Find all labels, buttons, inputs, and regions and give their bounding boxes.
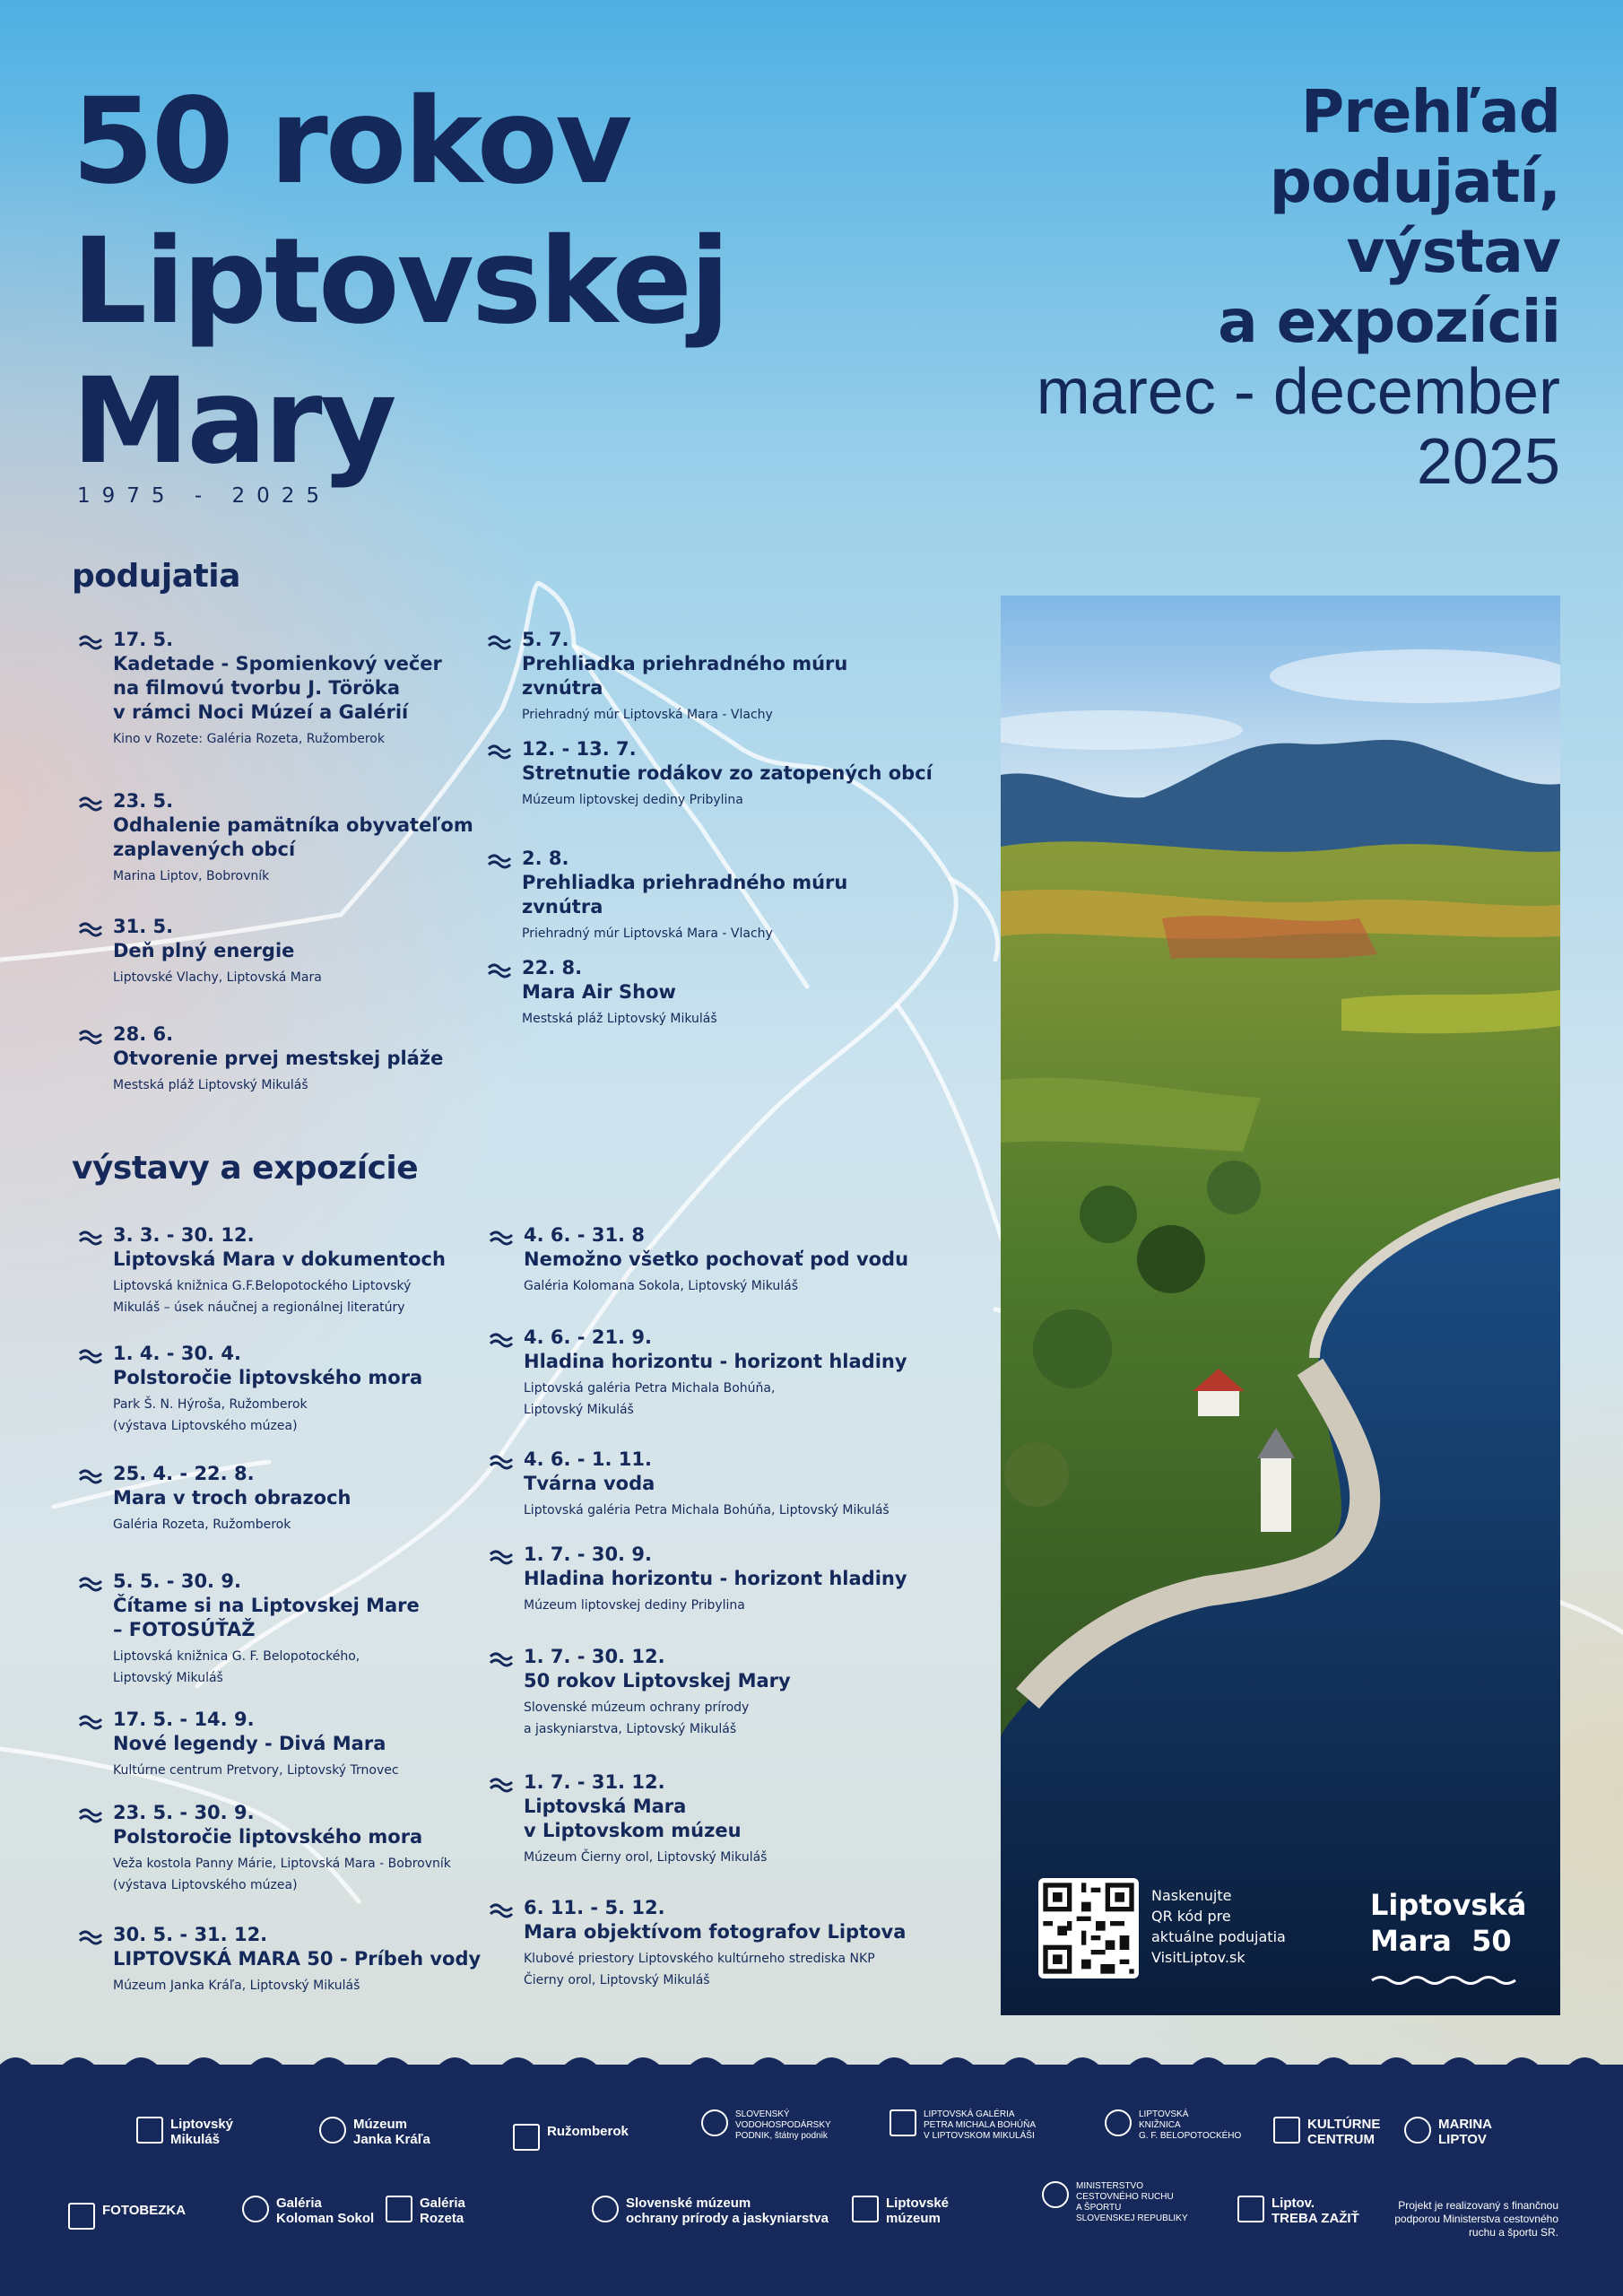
partner-name-line: V LIPTOVSKOM MIKULÁŠI — [924, 2131, 1035, 2141]
event-title: Prehliadka priehradného múru zvnútra — [522, 653, 848, 699]
event-venue — [113, 1760, 525, 1781]
partner-name — [276, 2196, 374, 2226]
event-title: Otvorenie prvej mestskej pláže — [113, 1048, 444, 1069]
partner-emblem-icon — [592, 2196, 619, 2222]
event-date: 1. 7. - 31. 12. — [524, 1771, 665, 1793]
event-date: 1. 4. - 30. 4. — [113, 1343, 241, 1364]
event-venue-line: Liptovská knižnica G.F.Belopotockého Liptovský — [113, 1279, 412, 1293]
partner-name — [420, 2196, 465, 2226]
partner-name-line: PETRA MICHALA BOHÚŇA — [924, 2120, 1037, 2130]
event-venue — [113, 1853, 525, 1896]
aerial-photo — [1001, 596, 1560, 2015]
main-title-line: 50 rokov — [72, 73, 630, 211]
season-dates — [1037, 357, 1560, 497]
event-date: 2. 8. — [522, 848, 569, 869]
event-item — [522, 847, 934, 944]
partner-emblem-icon — [319, 2117, 346, 2144]
event-venue — [113, 865, 525, 887]
event-item — [522, 737, 934, 811]
wave-icon — [488, 633, 511, 651]
event-title: Mara objektívom fotografov Liptova — [524, 1921, 907, 1943]
event-venue-line: Liptovská galéria Petra Michala Bohúňa, — [524, 1381, 776, 1396]
wave-icon — [79, 1928, 102, 1946]
partner-name-line: Ružomberok — [547, 2124, 629, 2139]
partner-name — [353, 2117, 430, 2147]
event-title: Mara Air Show — [522, 981, 676, 1003]
event-item — [524, 1223, 936, 1297]
event-title: Polstoročie liptovského mora — [113, 1826, 423, 1848]
event-item — [524, 1448, 936, 1521]
event-date: 23. 5. — [113, 790, 174, 812]
wave-icon — [490, 1453, 513, 1471]
partner-name-line: Liptovské — [886, 2196, 950, 2211]
event-venue-line: (výstava Liptovského múzea) — [113, 1878, 298, 1892]
partner-name-line: G. F. BELOPOTOCKÉHO — [1139, 2131, 1242, 2141]
event-venue — [522, 704, 934, 726]
event-venue-line: Mestská pláž Liptovský Mikuláš — [113, 1078, 308, 1092]
event-venue-line: Múzeum liptovskej dediny Pribylina — [524, 1598, 745, 1613]
event-title: Kadetade - Spomienkový večer — [113, 653, 442, 674]
event-venue — [524, 1275, 936, 1297]
partner-name — [170, 2117, 233, 2147]
wave-icon — [488, 961, 511, 979]
event-item — [524, 1543, 936, 1616]
event-date: 4. 6. - 1. 11. — [524, 1448, 652, 1470]
event-title: Stretnutie rodákov zo zatopených obcí — [522, 762, 933, 784]
logo-marina-liptov — [1404, 2117, 1492, 2147]
wave-icon — [490, 1331, 513, 1349]
event-item — [524, 1770, 936, 1868]
event-venue-line: a jaskyniarstva, Liptovský Mikuláš — [524, 1722, 737, 1736]
event-item — [113, 1923, 525, 1996]
qr-code-icon — [1038, 1878, 1139, 1979]
event-title: Hladina horizontu - horizont hladiny — [524, 1568, 907, 1589]
event-venue-line: Liptovský Mikuláš — [113, 1671, 223, 1685]
overview-line: výstav — [1346, 217, 1560, 286]
event-date: 1. 7. - 30. 12. — [524, 1646, 665, 1667]
partner-name — [547, 2124, 629, 2139]
partner-name — [735, 2109, 831, 2142]
partner-emblem-icon — [136, 2117, 163, 2144]
partner-name-line: ochrany prírody a jaskyniarstva — [626, 2211, 829, 2226]
event-date: 6. 11. - 5. 12. — [524, 1897, 665, 1918]
qr-caption-line: Naskenujte — [1151, 1887, 1232, 1904]
event-venue — [522, 923, 934, 944]
funding-note — [1325, 2199, 1558, 2239]
logo-liptovske-muzeum — [852, 2196, 949, 2226]
event-venue — [113, 728, 525, 750]
partner-emblem-icon — [701, 2109, 728, 2136]
partner-name-line: CENTRUM — [1307, 2132, 1375, 2147]
qr-code[interactable] — [1038, 1878, 1139, 1979]
event-venue-line: Slovenské múzeum ochrany prírody — [524, 1700, 750, 1715]
event-item — [113, 1223, 525, 1318]
brand-line: Mara 50 — [1370, 1924, 1512, 1958]
footer-wave-edge — [0, 2047, 1623, 2083]
partner-name-line: Mikuláš — [170, 2132, 221, 2147]
event-item — [113, 1462, 525, 1535]
event-title: Nové legendy - Divá Mara — [113, 1733, 386, 1754]
wave-icon — [488, 743, 511, 761]
events-heading: podujatia — [72, 558, 240, 595]
logo-liptovsky-mikulas — [136, 2117, 233, 2147]
liptovska-mara-50-logo — [1370, 1887, 1526, 1995]
logo-galeria-kolomana-sokola — [242, 2196, 374, 2226]
event-item — [524, 1645, 936, 1740]
event-title: Liptovská Mara v dokumentoch — [113, 1248, 446, 1270]
event-date: 17. 5. — [113, 629, 174, 650]
event-title: na filmovú tvorbu J. Töröka — [113, 677, 401, 699]
event-venue-line: Mikuláš – úsek náučnej a regionálnej literatúry — [113, 1300, 405, 1315]
wave-icon — [488, 852, 511, 870]
partner-name-line: MINISTERSTVO — [1076, 2181, 1144, 2191]
partner-name-line: Galéria — [420, 2196, 465, 2211]
wave-icon — [1370, 1974, 1523, 1987]
years-range: 1975 - 2025 — [77, 484, 331, 508]
logo-fotobezka — [68, 2203, 186, 2230]
wave-icon — [490, 1548, 513, 1566]
logo-ruzomberok — [513, 2124, 629, 2151]
partner-name-line: TREBA ZAŽIŤ — [1271, 2211, 1359, 2226]
partner-name — [1438, 2117, 1492, 2147]
partner-name-line: SLOVENSKEJ REPUBLIKY — [1076, 2213, 1188, 2223]
partner-name-line: MARINA — [1438, 2117, 1492, 2132]
wave-icon — [79, 1713, 102, 1731]
event-item — [113, 1801, 525, 1896]
logo-kulturne-centrum — [1273, 2117, 1380, 2147]
logo-liptovska-kniznica — [1105, 2109, 1241, 2142]
partner-emblem-icon — [513, 2124, 540, 2151]
event-venue — [113, 1514, 525, 1535]
wave-icon — [79, 1575, 102, 1593]
event-date: 1. 7. - 30. 9. — [524, 1544, 652, 1565]
event-title: Tvárna voda — [524, 1473, 655, 1494]
event-venue-line: Klubové priestory Liptovského kultúrneho strediska NKP — [524, 1952, 875, 1966]
event-venue-line: Kultúrne centrum Pretvory, Liptovský Trnovec — [113, 1763, 399, 1778]
event-venue — [524, 1500, 936, 1521]
event-venue — [522, 1008, 934, 1030]
event-venue — [524, 1378, 936, 1421]
event-venue — [524, 1595, 936, 1616]
qr-caption-line: QR kód pre — [1151, 1908, 1231, 1925]
partner-name-line: Liptov. — [1271, 2196, 1315, 2211]
partner-name-line: KULTÚRNE — [1307, 2117, 1381, 2132]
wave-icon — [79, 1028, 102, 1046]
event-venue-line: Čierny orol, Liptovský Mikuláš — [524, 1973, 710, 1987]
wave-icon — [79, 1229, 102, 1247]
logo-muzeum-janka-krala — [319, 2117, 430, 2147]
event-venue-line: Kino v Rozete: Galéria Rozeta, Ružomberok — [113, 732, 385, 746]
event-title: Mara v troch obrazoch — [113, 1487, 352, 1509]
funding-note-line: ruchu a športu SR. — [1468, 2226, 1558, 2239]
partner-name-line: VODOHOSPODÁRSKY — [735, 2120, 831, 2130]
logo-slovensky-vodohospodarsky-podnik — [701, 2109, 831, 2142]
aerial-landscape-illustration — [1001, 596, 1560, 2015]
partner-name — [886, 2196, 949, 2226]
event-item — [522, 628, 934, 726]
exhibitions-heading: výstavy a expozície — [72, 1150, 419, 1187]
event-venue-line: Múzeum liptovskej dediny Pribylina — [522, 793, 743, 807]
event-title: zaplavených obcí — [113, 839, 296, 860]
event-date: 22. 8. — [522, 957, 583, 978]
wave-icon — [79, 795, 102, 813]
event-venue — [524, 1948, 936, 1991]
event-title: 50 rokov Liptovskej Mary — [524, 1670, 791, 1692]
event-venue-line: (výstava Liptovského múzea) — [113, 1419, 298, 1433]
event-venue — [113, 1646, 525, 1689]
event-venue-line: Park Š. N. Hýroša, Ružomberok — [113, 1397, 308, 1412]
event-date: 4. 6. - 31. 8 — [524, 1224, 645, 1246]
event-venue-line: Liptovský Mikuláš — [524, 1403, 634, 1417]
event-venue-line: Priehradný múr Liptovská Mara - Vlachy — [522, 708, 773, 722]
event-venue — [522, 789, 934, 811]
season-dates-line: marec - december — [1036, 356, 1560, 428]
partner-name — [1139, 2109, 1241, 2142]
event-title: v Liptovskom múzeu — [524, 1820, 742, 1841]
event-venue-line: Liptovská galéria Petra Michala Bohúňa, Liptovský Mikuláš — [524, 1503, 890, 1518]
event-title: Liptovská Mara — [524, 1796, 687, 1817]
event-venue-line: Marina Liptov, Bobrovník — [113, 869, 270, 883]
logo-galeria-rozeta — [386, 2196, 465, 2226]
partner-emblem-icon — [890, 2109, 916, 2136]
partner-name-line: KNIŽNICA — [1139, 2120, 1181, 2130]
main-title — [72, 72, 727, 491]
event-title: Čítame si na Liptovskej Mare — [113, 1595, 420, 1616]
wave-icon — [79, 920, 102, 938]
main-title-line: Liptovskej — [72, 213, 728, 351]
logo-smopaj — [592, 2196, 829, 2226]
partner-emblem-icon — [1105, 2109, 1132, 2136]
event-venue-line: Veža kostola Panny Márie, Liptovská Mara - Bobrovník — [113, 1857, 451, 1871]
event-item — [113, 1342, 525, 1437]
event-title: Prehliadka priehradného múru zvnútra — [522, 872, 848, 918]
event-item — [113, 1708, 525, 1781]
event-item — [522, 956, 934, 1030]
funding-note-line: podporou Ministerstva cestovného — [1394, 2213, 1558, 2225]
event-title: Odhalenie pamätníka obyvateľom — [113, 814, 473, 836]
funding-note-line: Projekt je realizovaný s finančnou — [1398, 2199, 1558, 2212]
event-venue — [524, 1697, 936, 1740]
event-venue-line: Priehradný múr Liptovská Mara - Vlachy — [522, 926, 773, 941]
partner-name-line: múzeum — [886, 2211, 941, 2226]
event-venue-line: Galéria Kolomana Sokola, Liptovský Mikuláš — [524, 1279, 799, 1293]
partner-name — [924, 2109, 1036, 2142]
partner-name-line: A ŠPORTU — [1076, 2203, 1122, 2213]
event-venue-line: Múzeum Janka Kráľa, Liptovský Mikuláš — [113, 1979, 360, 1993]
event-item — [113, 1570, 525, 1689]
event-date: 4. 6. - 21. 9. — [524, 1326, 652, 1348]
partner-name-line: LIPTOV — [1438, 2132, 1487, 2147]
qr-caption — [1151, 1885, 1286, 1968]
partner-name-line: Rozeta — [420, 2211, 464, 2226]
wave-icon — [490, 1229, 513, 1247]
partner-name-line: LIPTOVSKÁ GALÉRIA — [924, 2109, 1015, 2119]
partner-emblem-icon — [386, 2196, 412, 2222]
event-title: Polstoročie liptovského mora — [113, 1367, 423, 1388]
partner-name-line: Koloman Sokol — [276, 2211, 375, 2226]
event-item — [524, 1326, 936, 1421]
event-date: 5. 7. — [522, 629, 569, 650]
event-date: 30. 5. - 31. 12. — [113, 1924, 268, 1945]
event-date: 25. 4. - 22. 8. — [113, 1463, 255, 1484]
overview-line: a expozícii — [1218, 287, 1560, 356]
partner-emblem-icon — [1404, 2117, 1431, 2144]
event-date: 31. 5. — [113, 916, 174, 937]
event-venue — [113, 1275, 525, 1318]
partner-name-line: Slovenské múzeum — [626, 2196, 751, 2211]
partner-name-line: PODNIK, štátny podnik — [735, 2131, 828, 2141]
event-date: 28. 6. — [113, 1023, 174, 1045]
event-title: Hladina horizontu - horizont hladiny — [524, 1351, 907, 1372]
qr-caption-line: aktuálne podujatia — [1151, 1928, 1286, 1945]
overview-line: podujatí, — [1269, 147, 1560, 216]
partner-name-line: Janka Kráľa — [353, 2132, 430, 2147]
partner-emblem-icon — [68, 2203, 95, 2230]
wave-icon — [490, 1901, 513, 1919]
wave-icon — [79, 1347, 102, 1365]
event-item — [524, 1896, 936, 1991]
event-venue — [113, 1975, 525, 1996]
season-dates-line: 2025 — [1416, 426, 1560, 498]
partner-emblem-icon — [1042, 2181, 1069, 2208]
overview-line: Prehľad — [1300, 77, 1560, 146]
partner-name — [626, 2196, 829, 2226]
event-date: 12. - 13. 7. — [522, 738, 637, 760]
footer-partners — [0, 2065, 1623, 2296]
brand-line: Liptovská — [1370, 1888, 1527, 1922]
partner-name-line: LIPTOVSKÁ — [1139, 2109, 1189, 2119]
event-venue — [113, 1394, 525, 1437]
event-item — [113, 1022, 525, 1096]
partner-name — [1076, 2181, 1188, 2224]
event-date: 17. 5. - 14. 9. — [113, 1709, 255, 1730]
event-title: – FOTOSÚŤAŽ — [113, 1619, 256, 1640]
overview-heading — [1218, 77, 1560, 357]
partner-emblem-icon — [242, 2196, 269, 2222]
event-venue-line: Galéria Rozeta, Ružomberok — [113, 1518, 291, 1532]
logo-liptovska-galeria-pmb — [890, 2109, 1036, 2142]
partner-name-line: SLOVENSKÝ — [735, 2109, 790, 2119]
event-item — [113, 915, 525, 988]
event-title: v rámci Noci Múzeí a Galérií — [113, 701, 409, 723]
partner-name-line: FOTOBEZKA — [102, 2203, 187, 2218]
partner-emblem-icon — [1237, 2196, 1264, 2222]
event-venue-line: Liptovská knižnica G. F. Belopotockého, — [113, 1649, 360, 1664]
partner-name-line: Liptovský — [170, 2117, 234, 2132]
main-title-line: Mary — [72, 352, 395, 491]
wave-icon — [79, 1467, 102, 1485]
wave-icon — [490, 1776, 513, 1794]
wave-icon — [490, 1650, 513, 1668]
partner-name-line: Múzeum — [353, 2117, 407, 2132]
event-venue-line: Mestská pláž Liptovský Mikuláš — [522, 1012, 717, 1026]
event-venue-line: Liptovské Vlachy, Liptovská Mara — [113, 970, 322, 985]
partner-emblem-icon — [1273, 2117, 1300, 2144]
partner-name-line: CESTOVNÉHO RUCHU — [1076, 2192, 1174, 2202]
event-title: LIPTOVSKÁ MARA 50 - Príbeh vody — [113, 1948, 482, 1970]
event-venue — [113, 1074, 525, 1096]
event-venue — [113, 967, 525, 988]
event-item — [113, 628, 525, 750]
partner-name-line: Galéria — [276, 2196, 322, 2211]
wave-icon — [79, 633, 102, 651]
event-item — [113, 789, 525, 887]
logo-ministerstvo — [1042, 2181, 1188, 2224]
event-title: Nemožno všetko pochovať pod vodu — [524, 1248, 909, 1270]
partner-emblem-icon — [852, 2196, 879, 2222]
event-date: 23. 5. - 30. 9. — [113, 1802, 255, 1823]
partner-name — [102, 2203, 186, 2218]
event-date: 5. 5. - 30. 9. — [113, 1570, 241, 1592]
partner-name — [1307, 2117, 1380, 2147]
event-venue — [524, 1847, 936, 1868]
event-venue-line: Múzeum Čierny orol, Liptovský Mikuláš — [524, 1850, 768, 1865]
event-title: Deň plný energie — [113, 940, 295, 961]
qr-caption-link[interactable]: VisitLiptov.sk — [1151, 1949, 1245, 1966]
event-date: 3. 3. - 30. 12. — [113, 1224, 255, 1246]
wave-icon — [79, 1806, 102, 1824]
